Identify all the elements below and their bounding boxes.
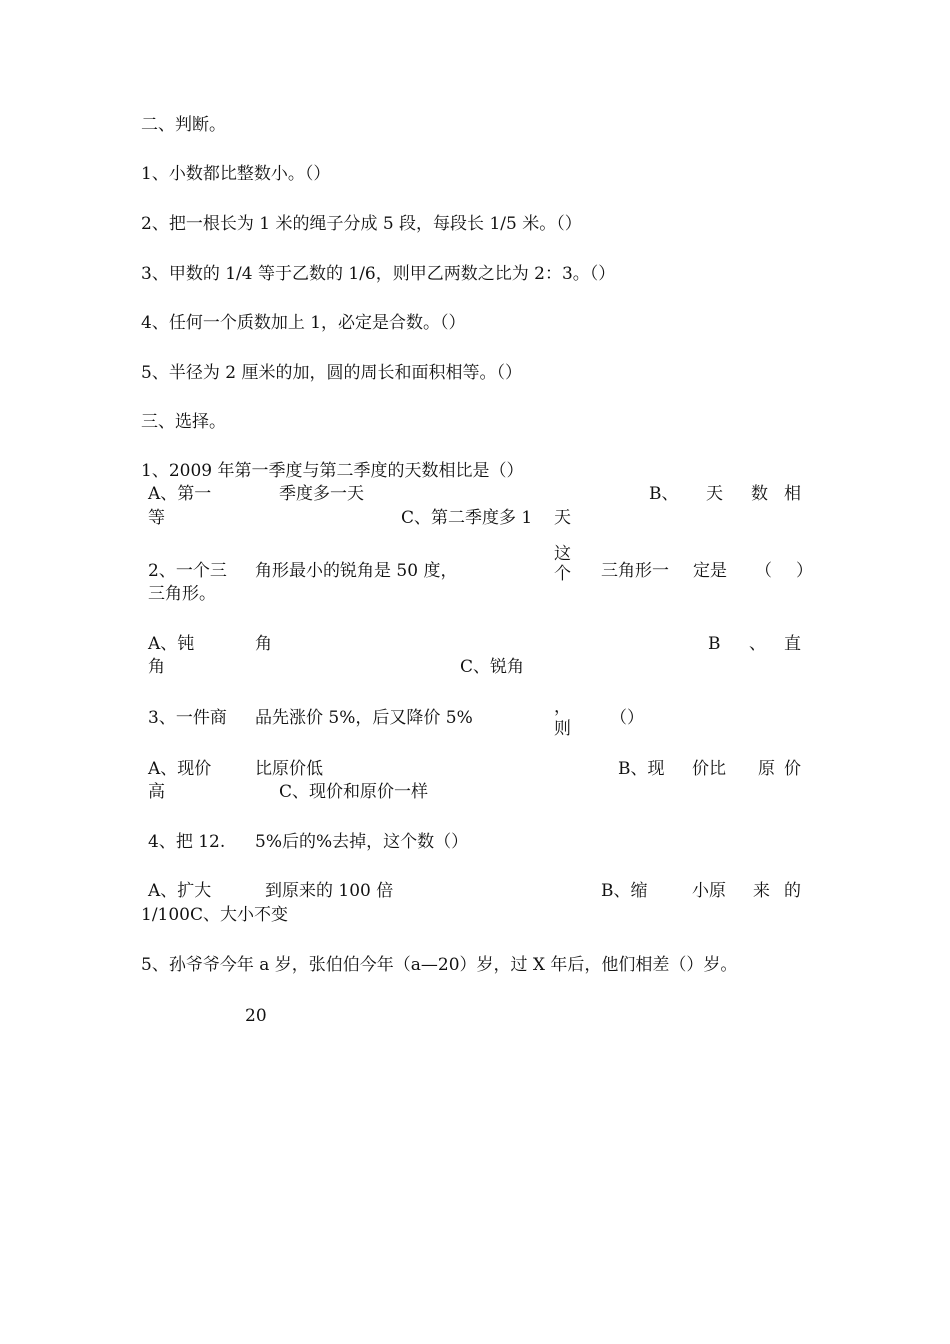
q3-stem-then: 则	[554, 719, 571, 739]
q1-stem: 1、2009 年第一季度与第二季度的天数相比是（）	[141, 461, 524, 481]
q5-answer: 20	[245, 1006, 267, 1026]
q4-option-b-char1: 来	[753, 881, 770, 901]
q4-option-b-char2: 的	[784, 881, 801, 901]
q2-stem-part3: 这	[554, 544, 571, 564]
q2-option-b-char: 直	[784, 634, 801, 654]
q3-stem-part2: 品先涨价 5%，后又降价 5%	[255, 708, 473, 728]
judge-item-2: 2、把一根长为 1 米的绳子分成 5 段，每段长 1/5 米。（）	[141, 214, 582, 234]
q1-option-a-part2: 季度多一天	[279, 484, 364, 504]
q4-tail: 1/100C、大小不变	[141, 905, 288, 925]
q1-option-b-label: B、	[649, 484, 679, 504]
judge-item-1: 1、小数都比整数小。（）	[141, 164, 331, 184]
q2-option-a-part1: A、钝	[148, 634, 195, 654]
q4-stem-part1: 4、把 12.	[148, 832, 226, 852]
q1-option-a-part1: A、第一	[148, 484, 212, 504]
q4-option-b-part1: B、缩	[601, 881, 648, 901]
judge-item-4: 4、任何一个质数加上 1，必定是合数。（）	[141, 313, 466, 333]
q1-option-b-char1: 天	[706, 484, 723, 504]
q3-option-b-char1: 原	[758, 759, 775, 779]
section-heading-judge: 二、判断。	[141, 115, 226, 135]
judge-item-5: 5、半径为 2 厘米的加，圆的周长和面积相等。（）	[141, 363, 522, 383]
q2-stem-tail: 三角形。	[148, 584, 216, 604]
q3-option-a-part2: 比原价低	[255, 759, 323, 779]
q3-option-b-char2: 价	[784, 759, 801, 779]
q2-stem-part6: 定是	[693, 561, 727, 581]
q2-stem-part2: 角形最小的锐角是 50 度，	[255, 561, 458, 581]
q1-option-b-char2: 数	[751, 484, 768, 504]
q3-option-b-tail: 高	[148, 782, 165, 802]
q4-option-a-part2: 到原来的 100 倍	[265, 881, 394, 901]
q2-option-b-sep: 、	[749, 634, 766, 654]
q1-option-c-part2: 天	[554, 508, 571, 528]
q2-option-b-label: B	[708, 634, 721, 654]
q3-option-a-part1: A、现价	[148, 759, 212, 779]
q1-option-c-part1: C、第二季度多 1	[401, 508, 533, 528]
q3-option-b-part2: 价比	[692, 759, 726, 779]
q2-option-a-part2: 角	[255, 634, 272, 654]
q3-stem-part1: 3、一件商	[148, 708, 227, 728]
q4-option-b-part2: 小原	[692, 881, 726, 901]
q3-stem-comma: ，	[554, 697, 571, 717]
q4-option-a-part1: A、扩大	[148, 881, 212, 901]
q3-stem-paren: （）	[610, 708, 644, 728]
judge-item-3: 3、甲数的 1/4 等于乙数的 1/6，则甲乙两数之比为 2：3。（）	[141, 264, 616, 284]
q4-stem-part2: 5%后的%去掉，这个数（）	[255, 832, 469, 852]
q2-stem-part1: 2、一个三	[148, 561, 227, 581]
q2-option-c: C、锐角	[460, 657, 525, 677]
q2-close-paren: ）	[796, 561, 813, 581]
q3-option-c: C、现价和原价一样	[279, 782, 429, 802]
q2-stem-part5: 三角形一	[601, 561, 669, 581]
q2-open-paren: （	[755, 561, 772, 581]
q1-option-b-char3: 相	[784, 484, 801, 504]
q2-stem-part4: 个	[554, 564, 571, 584]
q2-option-b-tail: 角	[148, 657, 165, 677]
q1-option-b-tail: 等	[148, 508, 165, 528]
q5-stem: 5、孙爷爷今年 a 岁，张伯伯今年（a—20）岁，过 X 年后，他们相差（）岁。	[141, 955, 738, 975]
q3-option-b-part1: B、现	[618, 759, 665, 779]
section-heading-choose: 三、选择。	[141, 412, 226, 432]
